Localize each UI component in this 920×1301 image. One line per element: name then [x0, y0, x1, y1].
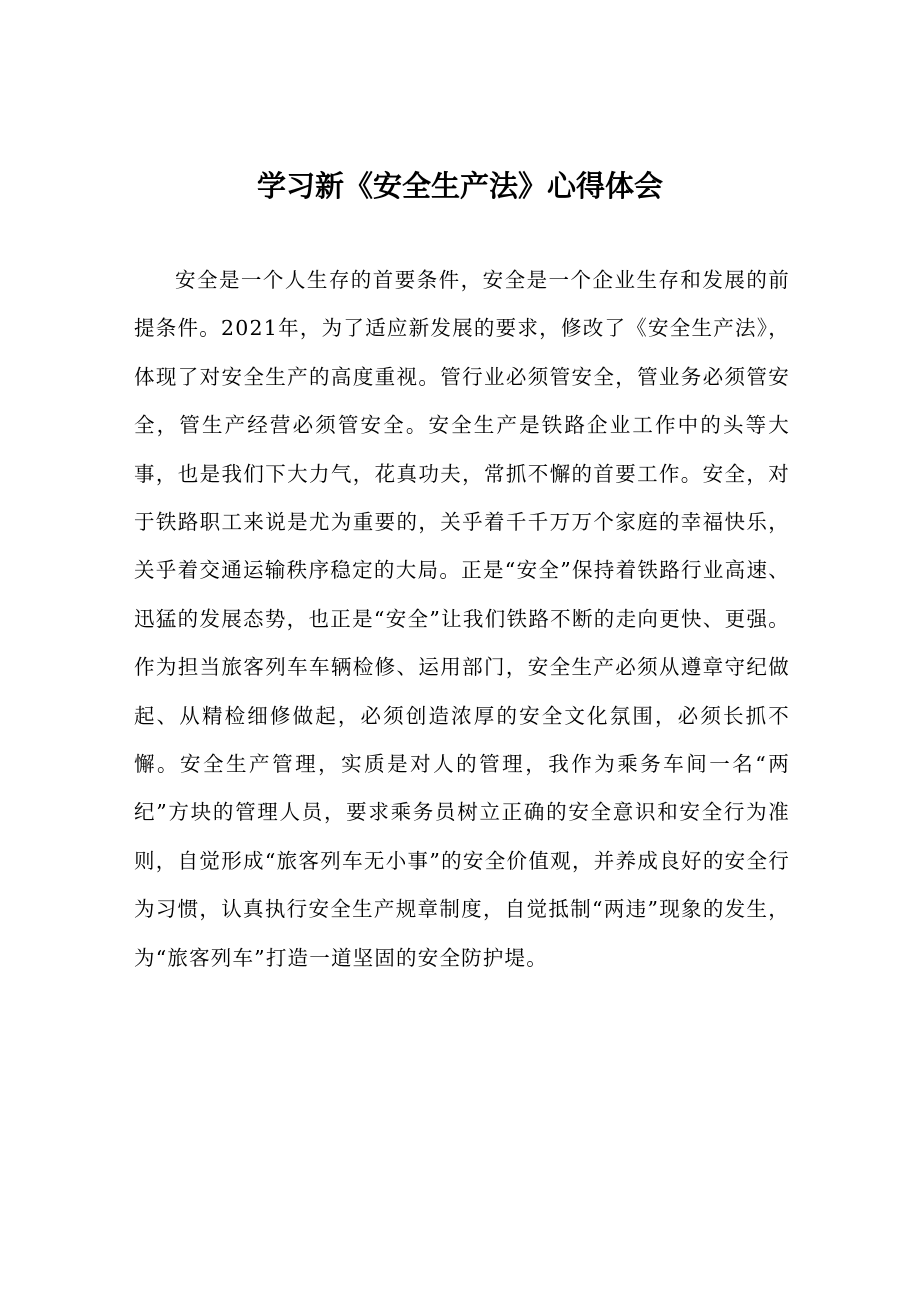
document-title: 学习新《安全生产法》心得体会 — [256, 169, 663, 203]
body-paragraph: 安全是一个人生存的首要条件，安全是一个企业生存和发展的前提条件。2021年，为了适应新发展的要求，修改了《安全生产法》，体现了对安全生产的高度重视。管行业必须管安全，管业务必须管安全，管生产经营必须管安全。安全生产是铁路企业工作中的头等大事，也是我们下大力气，花真功夫，常抓不懈的首要工作。安全，对于铁路职工来说是尤为重要的，关乎着千千万万个家庭的幸福快乐，关乎着交通运输秩序稳定的大局。正是“安全”保持着铁路行业高速、迅猛的发展态势，也正是“安全”让我们铁路不断的走向更快、更强。作为担当旅客列车车辆检修、运用部门，安全生产必须从遵章守纪做起、从精检细修做起，必须创造浓厚的安全文化氛围，必须长抓不懈。安全生产管理，实质是对人的管理，我作为乘务车间一名“两纪”方块的管理人员，要求乘务员树立正确的安全意识和安全行为准则，自觉形成“旅客列车无小事”的安全价值观，并养成良好的安全行为习惯，认真执行安全生产规章制度，自觉抵制“两违”现象的发生，为“旅客列车”打造一道坚固的安全防护堤。 — [134, 268, 790, 970]
